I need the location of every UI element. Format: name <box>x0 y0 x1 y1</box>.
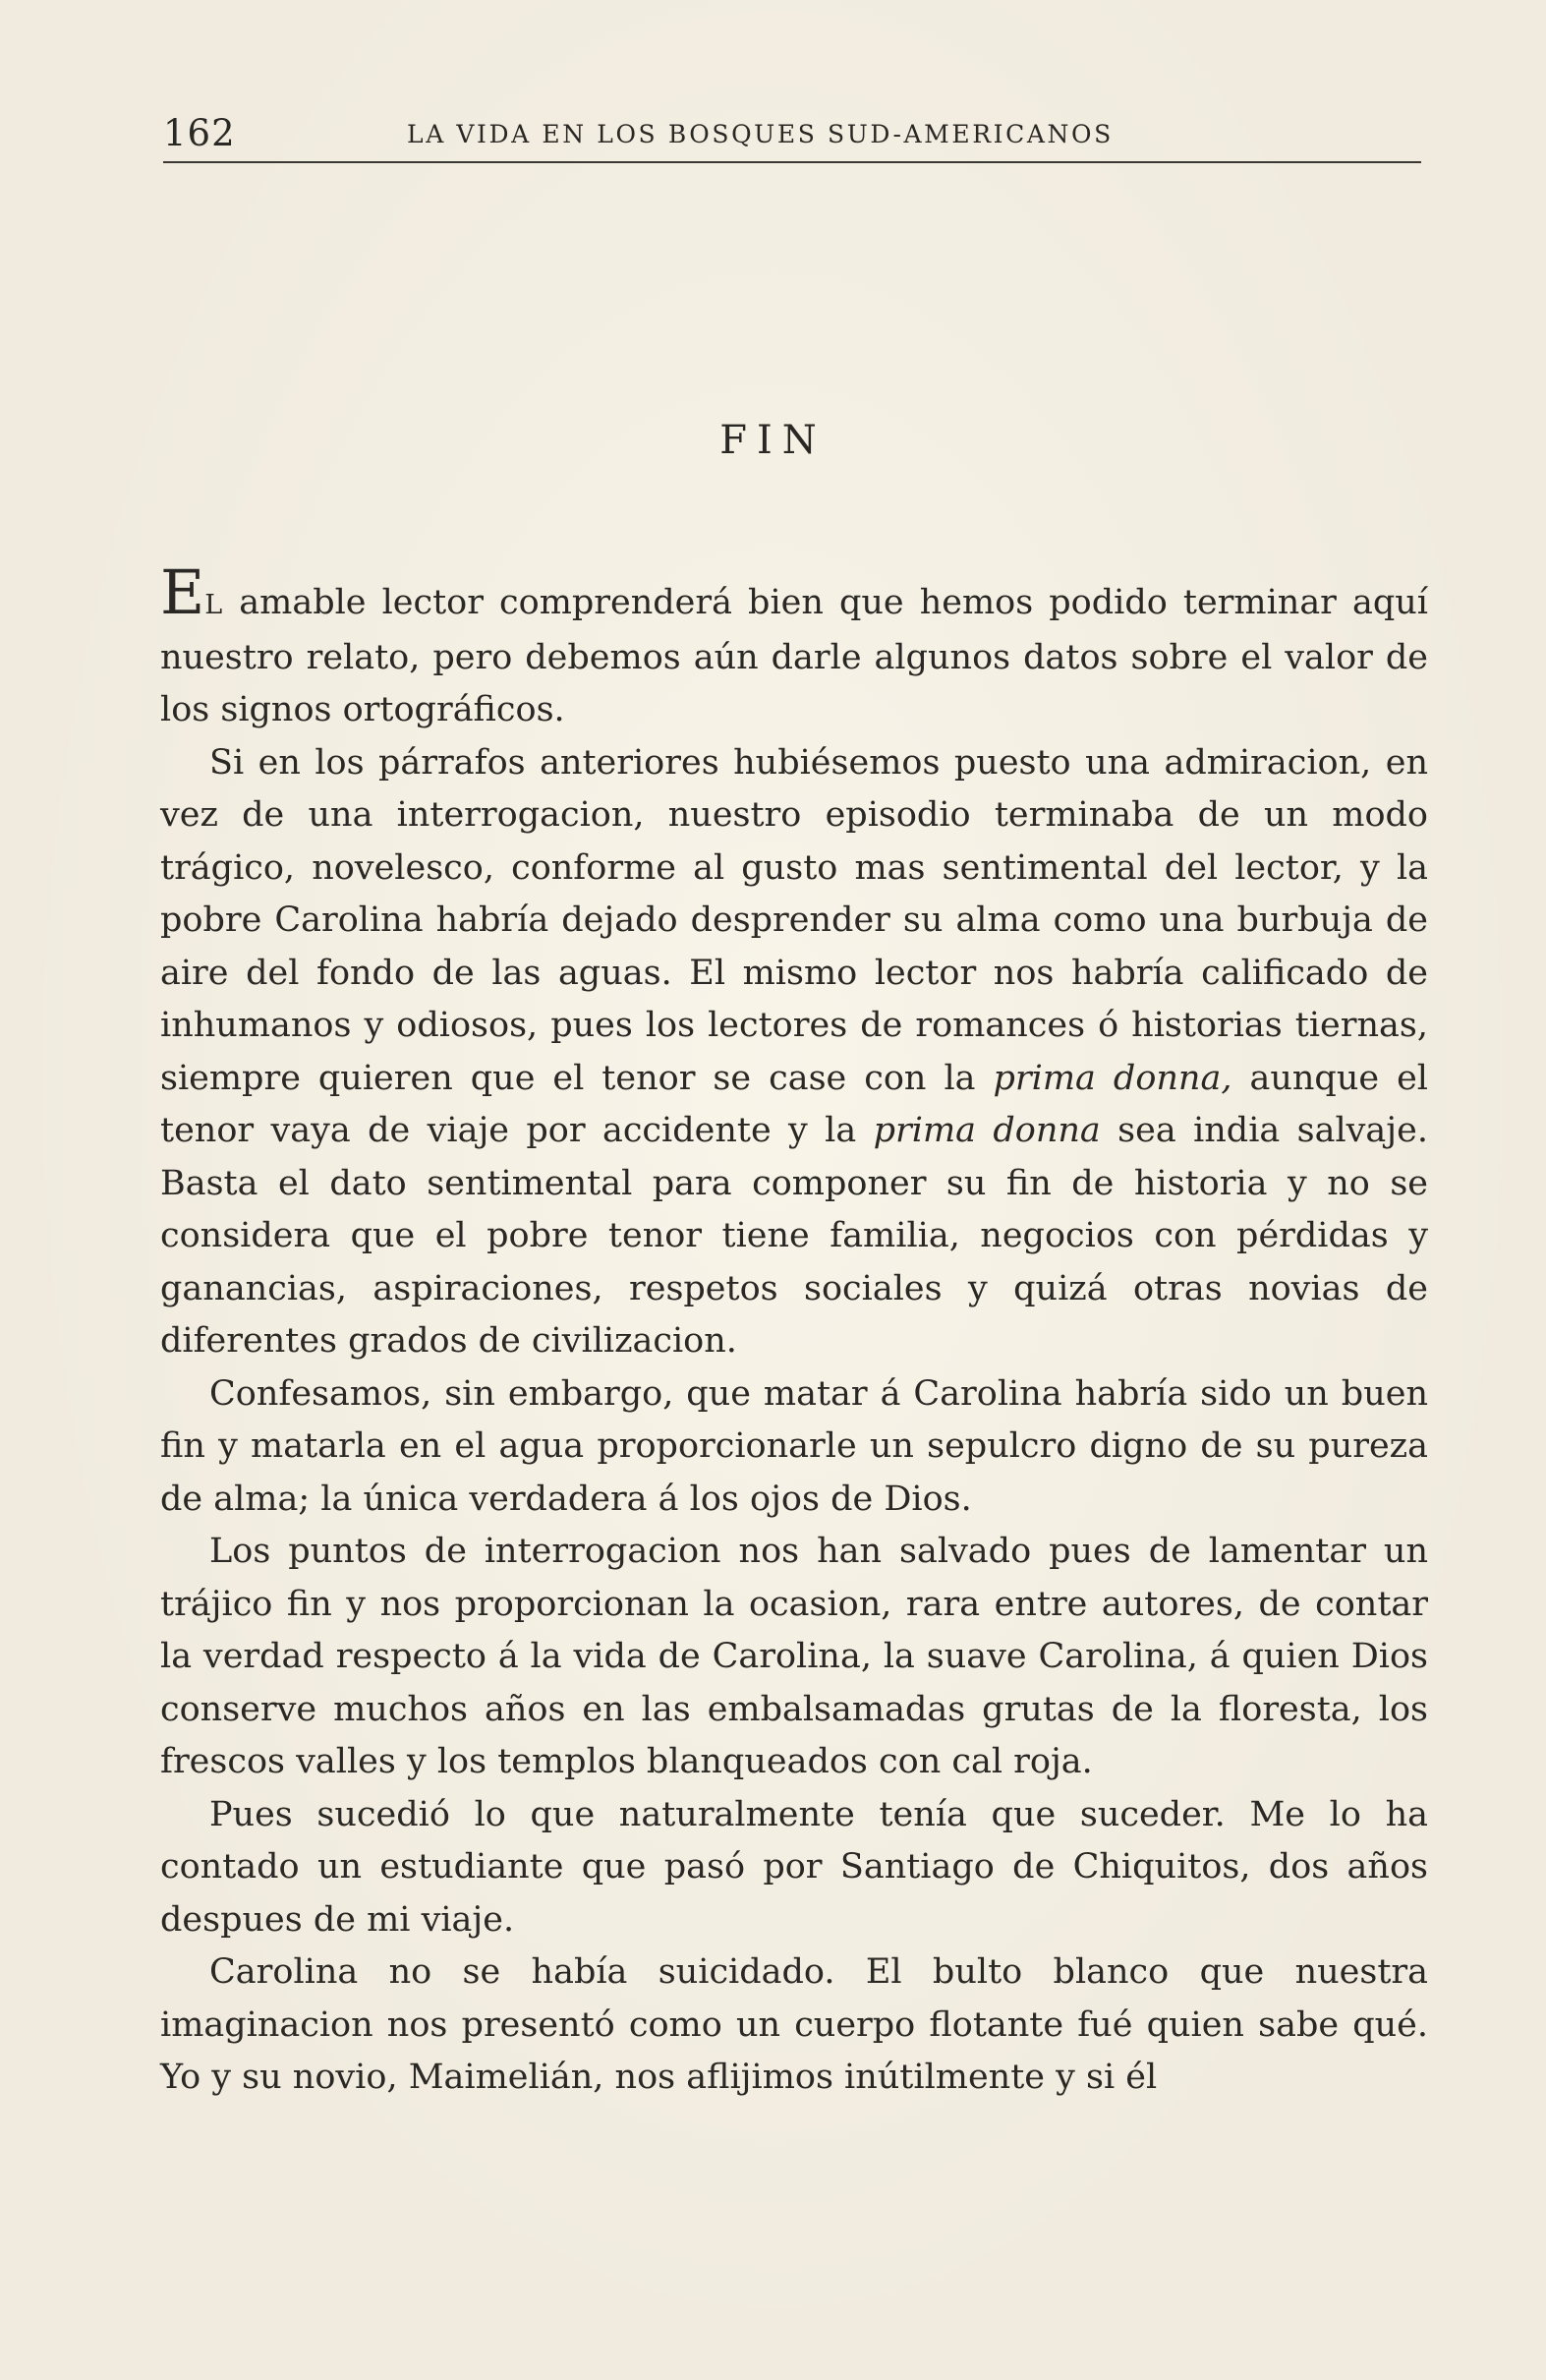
italic-prima-donna-2: prima donna <box>873 1111 1101 1150</box>
paragraph-1-text: amable lector comprenderá bien que hemos podido terminar aquí nuestro relato, pero debemos aún darle algunos datos sobre el valor de los signos ortográficos. <box>160 583 1428 729</box>
paragraph-1 <box>160 556 1428 737</box>
paragraph-2-text-c: sea india salvaje. Basta el dato sentimental para componer su fin de historia y no se considera que el pobre tenor tiene familia, negocios con pérdidas y ganancias, aspiraciones, respetos sociales y quizá otras novias de diferentes grados de civilizacion. <box>160 1111 1428 1361</box>
paragraph-2-text-a: Si en los párrafos anteriores hubiésemos puesto una admiracion, en vez de una interrogacion, nuestro episodio terminaba de un modo trágico, novelesco, conforme al gusto mas sentimental del lector, y la pobre Carolina habría dejado desprender su alma como una burbuja de aire del fondo de las aguas. El mismo lector nos habría calificado de inhumanos y odiosos, pues los lectores de romances ó historias tiernas, siempre quieren que el tenor se case con la <box>160 742 1428 1098</box>
paragraph-6: Carolina no se había suicidado. El bulto blanco que nuestra imaginacion nos presentó como un cuerpo flotante fué quien sabe qué. Yo y su novio, Maimelián, nos aflijimos inútilmente y si él <box>160 1952 1428 2097</box>
small-cap: L <box>204 590 224 620</box>
paragraph-5: Pues sucedió lo que naturalmente tenía que suceder. Me lo ha contado un estudiante que pasó por Santiago de Chiquitos, dos años despues de mi viaje. <box>160 1794 1428 1940</box>
paragraph-2-text-b: aunque el tenor vaya de viaje por accidente y la <box>160 1058 1428 1150</box>
paragraph-2 <box>160 737 1428 1368</box>
running-head <box>163 106 1421 163</box>
drop-cap: E <box>160 556 205 628</box>
section-title: FIN <box>719 418 827 463</box>
italic-prima-donna-1: prima donna, <box>993 1058 1232 1098</box>
page-number: 162 <box>163 112 236 154</box>
paragraph-3: Confesamos, sin embargo, que matar á Carolina habría sido un buen fin y matarla en el agua proporcionarle un sepulcro digno de su pureza de alma; la única verdadera á los ojos de Dios. <box>160 1373 1428 1519</box>
paragraph-4: Los puntos de interrogacion nos han salvado pues de lamentar un trájico fin y nos proporcionan la ocasion, rara entre autores, de contar la verdad respecto á la vida de Carolina, la suave Carolina, á quien Dios conserve muchos años en las embalsamadas grutas de la floresta, los frescos valles y los templos blanqueados con cal roja. <box>160 1532 1428 1781</box>
running-head-title: LA VIDA EN LOS BOSQUES SUD-AMERICANOS <box>407 120 1114 148</box>
body-text <box>160 556 1428 2105</box>
